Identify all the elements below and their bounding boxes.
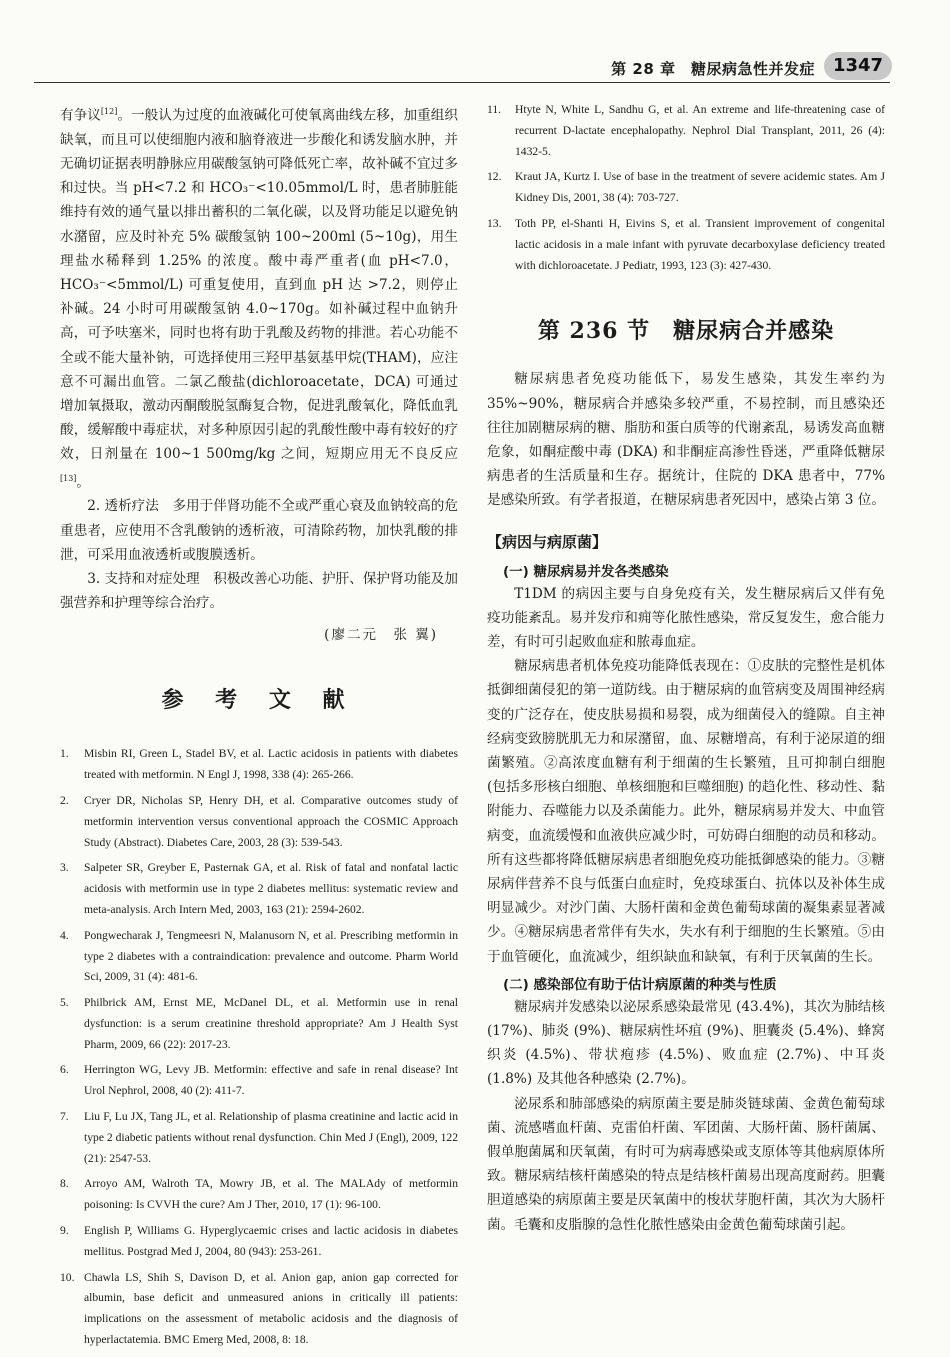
paragraph-support: 3. 支持和对症处理 积极改善心功能、护肝、保护肾功能及加强营养和护理等综合治疗。 [60,570,458,612]
reference-item: 8. Arroyo AM, Walroth TA, Mowry JB, et al. The MALAdy of metformin poisoning: Is CVVH the cure? Am J Ther, 2010, 17 (1): 96-100. [60,1177,458,1212]
reference-item: 11. Htyte N, White L, Sandhu G, et al. An extreme and life-threatening case of recurrent D-lactate encephalopathy. Nephrol Dial Transplant, 2011, 26 (4): 1432-5. [487,103,885,158]
paragraph-bicarbonate: 有争议[12]。一般认为过度的血液碱化可使氧离曲线左移，加重组织缺氧，而且可以使细胞内液和脑脊液进一步酸化和诱发脑水肿，并无确切证据表明静脉应用碳酸氢钠可降低死亡率，故补碱不宜过多和过快。当 pH<7.2 和 HCO₃⁻<10.05mmol/L 时，患者肺脏能维持有效的通气量以排出蓄积的二氧化碳，以及肾功能足以避免钠水潴留，应及时补充 5% 碳酸氢钠 100~200ml (5~10g)，用生理盐水稀释到 1.25% 的浓度。酸中毒严重者(血 pH<7.0，HCO₃⁻<5mmol/L) 可重复使用，直到血 pH 达 >7.2，则停止补碱。24 小时可用碳酸氢钠 4.0~170g。如补碱过程中血钠升高，可予呋塞米，同时也将有助于乳酸及药物的排泄。若心功能不全或不能大量补钠，可选择使用三羟甲基氨基甲烷(THAM)，应注意不可漏出血管。二氯乙酸盐(dichloroacetate，DCA) 可通过增加氧摄取，激动丙酮酸脱氢酶复合物，促进乳酸氧化，降低血乳酸，缓解酸中毒症状，对多种原因引起的乳酸性酸中毒有较好的疗效，日剂量在 100~1 500mg/kg 之间，短期应用无不良反应[13]。 [60,107,459,491]
citation[interactable]: [12] [100,107,118,116]
reference-item: 1. Misbin RI, Green L, Stadel BV, et al. Lactic acidosis in patients with diabetes treated with metformin. N Engl J, 1998, 338 (4): 265-266. [60,747,458,782]
reference-list-continued [487,100,885,276]
reference-item: 6. Herrington WG, Levy JB. Metformin: effective and safe in renal disease? Int Urol Nephrol, 2008, 40 (2): 411-7. [60,1063,458,1098]
reference-list [60,744,458,1351]
left-column [60,100,458,1356]
subheading-infection-types: (一) 糖尿病易并发各类感染 [503,563,669,580]
reference-item: 2. Cryer DR, Nicholas SP, Henry DH, et al. Comparative outcomes study of metformin intervention versus conventional approach the COSMIC Approach Study (Abstract). Diabetes Care, 2003, 28 (3): 539-543. [60,793,458,849]
subheading-infection-sites: (二) 感染部位有助于估计病原菌的种类与性质 [503,976,777,993]
paragraph-dialysis: 2. 透析疗法 多用于伴肾功能不全或严重心衰及血钠较高的危重患者，应使用不含乳酸钠的透析液，可清除药物，加快乳酸的排泄，可采用血液透析或腹膜透析。 [60,498,458,563]
references-heading: 参 考 文 献 [161,687,357,714]
page-number: 1347 [824,52,892,80]
reference-item: 7. Liu F, Lu JX, Tang JL, et al. Relationship of plasma creatinine and lactic acid in type 2 diabetic patients without renal dysfunction. Chin Med J (Engl), 2009, 122 (21): 2547-53. [60,1110,458,1165]
page-header [0,48,950,88]
paragraph-t1dm: T1DM 的病因主要与自身免疫有关，发生糖尿病后又伴有免疫功能紊乱。易并发疖和痈等化脓性感染，常反复发生，愈合能力差，有时可引起败血症和脓毒血症。 [487,585,885,650]
reference-item: 13. Toth PP, el-Shanti H, Eivins S, et al. Transient improvement of congenital lactic acidosis in a male infant with pyruvate decarboxylase deficiency treated with dichloroacetate. J Pediatr, 1993, 123 (3): 427-430. [487,216,885,272]
section-title: 第 236 节 糖尿病合并感染 [537,318,835,345]
reference-item: 5. Philbrick AM, Ernst ME, McDanel DL, et al. Metformin use in renal dysfunction: is a serum creatinine threshold appropriate? Am J Health Syst Pharm, 2009, 66 (22): 2017-23. [60,996,458,1051]
chapter-title: 第 28 章 糖尿病急性并发症 [611,60,815,78]
paragraph-pathogens: 泌尿系和肺部感染的病原菌主要是肺炎链球菌、金黄色葡萄球菌、流感嗜血杆菌、克雷伯杆菌、军团菌、大肠杆菌、肠杆菌属、假单胞菌属和厌氧菌，有时可为病毒感染或支原体等其他病原体所致。糖尿病结核杆菌感染的特点是结核杆菌易出现高度耐药。胆囊胆道感染的病原菌主要是厌氧菌中的梭状芽胞杆菌，其次为大肠杆菌。毛囊和皮脂腺的急性化脓性感染由金黄色葡萄球菌引起。 [487,1095,885,1233]
reference-item: 3. Salpeter SR, Greyber E, Pasternak GA, et al. Risk of fatal and nonfatal lactic acidosis with metformin use in type 2 diabetes mellitus: systematic review and meta-analysis. Arch Intern Med, 2003, 163 (21): 2594-2602. [60,861,458,916]
reference-item: 10. Chawla LS, Shih S, Davison D, et al. Anion gap, anion gap corrected for albumin, base deficit and unmeasured anions in critically ill patients: implications on the assessment of metabolic acidosis and the diagnosis of hyperlactatemia. BMC Emerg Med, 2008, 8: 18. [60,1270,458,1347]
reference-item: 12. Kraut JA, Kurtz I. Use of base in the treatment of severe acidemic states. Am J Kidney Dis, 2001, 38 (4): 703-727. [487,170,885,205]
paragraph-intro: 糖尿病患者免疫功能低下，易发生感染，其发生率约为 35%~90%，糖尿病合并感染多较严重，不易控制，而且感染还往往加剧糖尿病的糖、脂肪和蛋白质等的代谢紊乱，易诱发高血糖危象，如酮症酸中毒 (DKA) 和非酮症高渗性昏迷，严重降低糖尿病患者的生活质量和生存。据统计，住院的 DKA 患者中，77% 是感染所致。有学者报道，在糖尿病患者死因中，感染占第 3 位。 [487,371,885,509]
reference-item: 9. English P, Williams G. Hyperglycaemic crises and lactic acidosis in diabetes mellitus. Postgrad Med J, 2004, 80 (943): 253-261. [60,1224,458,1258]
author-signature: (廖二元 张 翼) [324,627,438,644]
reference-item: 4. Pongwecharak J, Tengmeesri N, Malanusorn N, et al. Prescribing metformin in type 2 diabetes with a contraindication: prevalence and outcome. Pharm World Sci, 2009, 31 (4): 481-6. [60,928,458,984]
paragraph-immunity: 糖尿病患者机体免疫功能降低表现在：①皮肤的完整性是机体抵御细菌侵犯的第一道防线。由于糖尿病的血管病变及周围神经病变的广泛存在，使皮肤易损和易裂，成为细菌侵入的缝隙。自主神经病变致膀胱肌无力和尿潴留，血、尿糖增高，有利于泌尿道的细菌繁殖。②高浓度血糖有利于细菌的生长繁殖，且可抑制白细胞 (包括多形核白细胞、单核细胞和巨噬细胞) 的趋化性、移动性、黏附能力、吞噬能力以及杀菌能力。此外，糖尿病易并发大、中血管病变，血流缓慢和血液供应减少时，可妨碍白细胞的动员和移动。所有这些都将降低糖尿病患者细胞免疫功能抵御感染的能力。③糖尿病伴营养不良与低蛋白血症时，免疫球蛋白、抗体以及补体生成明显减少。对沙门菌、大肠杆菌和金黄色葡萄球菌的凝集素显著减少。④糖尿病患者常伴有失水，失水有利于细胞的生长繁殖。⑤由于血管硬化，血流减少，组织缺血和缺氧，有利于厌氧菌的生长。 [487,658,885,965]
paragraph-frequency: 糖尿病并发感染以泌尿系感染最常见 (43.4%)，其次为肺结核 (17%)、肺炎 (9%)、糖尿病性坏疽 (9%)、胆囊炎 (5.4%)、蜂窝织炎 (4.5%)、带状疱疹 (4.5%)、败血症 (2.7%)、中耳炎 (1.8%) 及其他各种感染 (2.7%)。 [487,998,885,1088]
header-rule [34,82,890,83]
heading-etiology: 【病因与病原菌】 [487,532,608,551]
right-column [487,100,885,1237]
citation[interactable]: [13] [60,473,77,483]
